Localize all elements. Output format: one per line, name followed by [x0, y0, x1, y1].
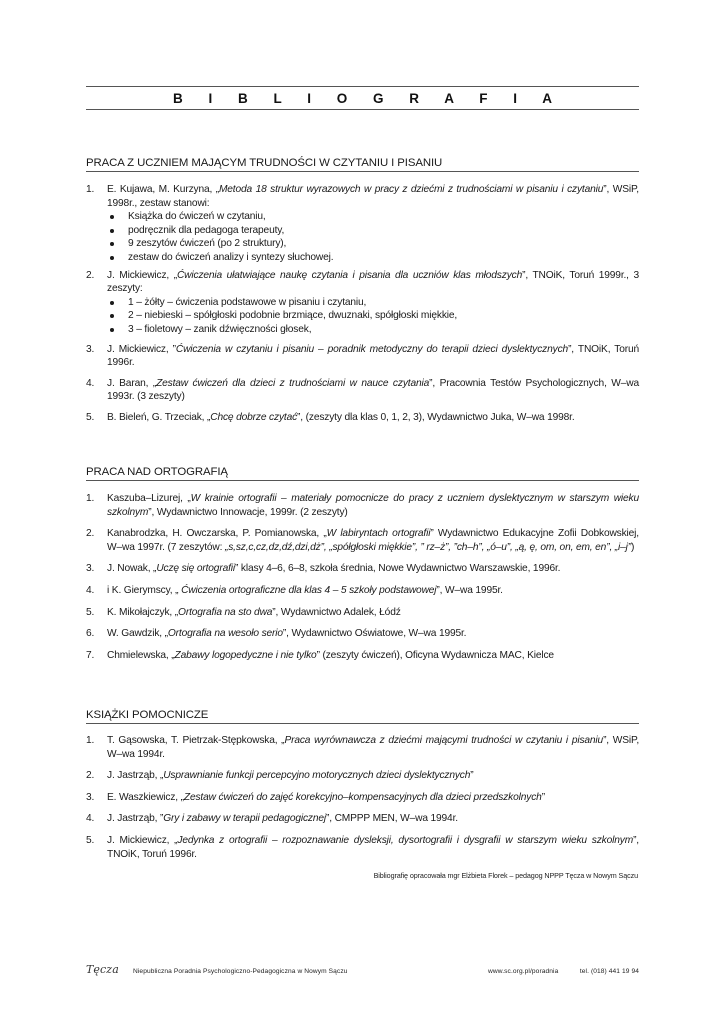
booklet-titles: „s,sz,c,cz,dz,dź,dzi,dż”, „spółgłoski miękkie”, ” rz–ż”, ”ch–h”, „ó–u”, „ą, ę, om, on, em, en”, „i–j”: [224, 541, 632, 553]
section-heading-helper-books: KSIĄŻKI POMOCNICZE: [86, 709, 639, 724]
list-item: 3. J. Mickiewicz, ”Ćwiczenia w czytaniu i pisaniu – poradnik metodyczny do terapii dzieci dyslektycznych”, TNOiK, Toruń 1996r.: [86, 343, 639, 369]
list-item: 1. E. Kujawa, M. Kurzyna, „Metoda 18 struktur wyrazowych w pracy z dziećmi z trudnościami w pisaniu i czytaniu”, WSiP, 1998r., zestaw stanowi: Książka do ćwiczeń w czytaniu, podręcznik dla pedagoga terapeuty, 9 zeszytów ćwiczeń (po 2 struktury), zestaw do ćwiczeń analizy i syntezy słuchowej.: [86, 184, 639, 263]
list-item: 1. T. Gąsowska, T. Pietrzak-Stępkowska, „Praca wyrównawcza z dziećmi mającymi trudności w czytaniu i pisaniu”, WSiP, W–wa 1994r.: [86, 735, 640, 760]
page-title: B I B L I O G R A F I A: [172, 90, 563, 106]
list-item: 5. K. Mikołajczyk, „Ortografia na sto dwa”, Wydawnictwo Adalek, Łódź: [86, 606, 401, 618]
book-title: Zabawy logopedyczne i nie tylko: [174, 649, 317, 661]
list-item: 4. i K. Gierymscy, „ Ćwiczenia ortograficzne dla klas 4 – 5 szkoły podstawowej”, W–wa 1995r.: [86, 584, 503, 596]
page-footer: [86, 963, 639, 980]
book-title: W labiryntach ortografii: [326, 528, 431, 540]
bullet-item: 9 zeszytów ćwiczeń (po 2 struktury),: [107, 237, 639, 251]
title-bar: [86, 86, 639, 110]
bullet-item: 2 – niebieski – spółgłoski podobnie brzmiące, dwuznaki, spółgłoski miękkie,: [107, 309, 639, 323]
footer-phone: tel. (018) 441 19 94: [579, 968, 639, 975]
book-title: Ćwiczenia ortograficzne dla klas 4 – 5 szkoły podstawowej: [181, 584, 437, 596]
book-title: W krainie ortografii – materiały pomocnicze do pracy z uczniem dyslektycznym w starszym wieku szkolnym: [107, 493, 639, 518]
list-item: 3. E. Waszkiewicz, „Zestaw ćwiczeń do zajęć korekcyjno–kompensacyjnych dla dzieci przedszkolnych”: [86, 791, 545, 803]
list-item: 5. J. Mickiewicz, „Jedynka z ortografii – rozpoznawanie dysleksji, dysortografii i dysgrafii w starszym wieku szkolnym”, TNOiK, Toruń 1996r.: [86, 834, 639, 860]
section-heading-reading-writing: PRACA Z UCZNIEM MAJĄCYM TRUDNOŚCI W CZYTANIU I PISANIU: [86, 157, 639, 172]
section-heading-orthography: PRACA NAD ORTOGRAFIĄ: [86, 466, 639, 481]
bibliography-list-orthography: [86, 492, 639, 662]
book-title: Zestaw ćwiczeń do zajęć korekcyjno–kompensacyjnych dla dzieci przedszkolnych: [183, 791, 542, 803]
book-title: Ćwiczenia w czytaniu i pisaniu – poradnik metodyczny do terapii dzieci dyslektycznych: [175, 343, 569, 355]
footer-organization: Niepubliczna Poradnia Psychologiczno-Pedagogiczna w Nowym Sączu: [133, 968, 348, 975]
bibliography-list-reading-writing: [86, 183, 639, 425]
book-title: Gry i zabawy w terapii pedagogicznej: [163, 813, 326, 825]
bullet-item: 3 – fioletowy – zanik dźwięczności głosek,: [107, 323, 639, 337]
bullet-item: Książka do ćwiczeń w czytaniu,: [107, 210, 639, 224]
list-item: 2. Kanabrodzka, H. Owczarska, P. Pomianowska, „W labiryntach ortografii” Wydawnictwo Edukacyjne Zofii Dobkowskiej, W–wa 1997r. (7 zeszytów: „s,sz,c,cz,dz,dź,dzi,dż”, „spółgłoski miękkie”, ” rz–ż”, ”ch–h”, „ó–u”, „ą, ę, om, on, em, en”, „i–j”): [86, 528, 639, 553]
list-item: 2. J. Jastrząb, „Usprawnianie funkcji percepcyjno motorycznych dzieci dyslektycznych”: [86, 770, 474, 782]
bullet-item: podręcznik dla pedagoga terapeuty,: [107, 224, 639, 238]
list-item: 4. J. Jastrząb, ”Gry i zabawy w terapii pedagogicznej”, CMPPP MEN, W–wa 1994r.: [86, 813, 458, 825]
bullet-item: 1 – żółty – ćwiczenia podstawowe w pisaniu i czytaniu,: [107, 296, 639, 310]
list-item: 1. Kaszuba–Lizurej, „W krainie ortografii – materiały pomocnicze do pracy z uczniem dyslektycznym w starszym wieku szkolnym”, Wydawnictwo Innowacje, 1999r. (2 zeszyty): [86, 493, 639, 518]
bibliography-list-helper-books: [86, 734, 639, 861]
list-item: 5. B. Bieleń, G. Trzeciak, „Chcę dobrze czytać”, (zeszyty dla klas 0, 1, 2, 3), Wydawnictwo Juka, W–wa 1998r.: [86, 411, 575, 423]
book-title: Metoda 18 struktur wyrazowych w pracy z dziećmi z trudnościami w pisaniu i czytaniu: [218, 184, 604, 195]
book-title: Ćwiczenia ułatwiające naukę czytania i pisania dla uczniów klas młodszych: [176, 269, 523, 281]
list-item: 2. J. Mickiewicz, „Ćwiczenia ułatwiające naukę czytania i pisania dla uczniów klas młodszych”, TNOiK, Toruń 1999r., 3 zeszyty: 1 – żółty – ćwiczenia podstawowe w pisaniu i czytaniu, 2 – niebieski – spółgłoski podobnie brzmiące, dwuznaki, spółgłoski miękkie, 3 – fioletowy – zanik dźwięczności głosek,: [86, 269, 639, 335]
list-item: 7. Chmielewska, „Zabawy logopedyczne i nie tylko” (zeszyty ćwiczeń), Oficyna Wydawnicza MAC, Kielce: [86, 649, 554, 661]
book-title: Zestaw ćwiczeń dla dzieci z trudnościami w nauce czytania: [156, 377, 430, 389]
book-title: Ortografia na sto dwa: [178, 606, 273, 618]
footer-website[interactable]: www.sc.org.pl/poradnia: [488, 968, 559, 975]
book-title: Usprawnianie funkcji percepcyjno motorycznych dzieci dyslektycznych: [163, 770, 471, 782]
author-credit: Bibliografię opracowała mgr Elżbieta Florek – pedagog NPPP Tęcza w Nowym Sączu: [373, 871, 638, 880]
list-item: 3. J. Nowak, „Uczę się ortografii” klasy 4–6, 6–8, szkoła średnia, Nowe Wydawnictwo Warszawskie, 1996r.: [86, 563, 561, 575]
book-title: Praca wyrównawcza z dziećmi mającymi trudności w czytaniu i pisaniu: [284, 735, 604, 746]
tecza-logo: Tęcza: [86, 963, 119, 976]
list-item: 6. W. Gawdzik, „Ortografia na wesoło serio”, Wydawnictwo Oświatowe, W–wa 1995r.: [86, 628, 467, 640]
bullet-list: [107, 210, 639, 264]
book-title: Uczę się ortografii: [156, 563, 235, 575]
list-item: 4. J. Baran, „Zestaw ćwiczeń dla dzieci z trudnościami w nauce czytania”, Pracownia Testów Psychologicznych, W–wa 1993r. (3 zeszyty): [86, 377, 639, 403]
book-title: Chcę dobrze czytać: [210, 411, 298, 423]
bullet-item: zestaw do ćwiczeń analizy i syntezy słuchowej.: [107, 251, 639, 265]
book-title: Jedynka z ortografii – rozpoznawanie dysleksji, dysortografii i dysgrafii w starszym wieku szkolnym: [177, 834, 634, 846]
book-title: Ortografia na wesoło serio: [167, 628, 283, 640]
bullet-list: [107, 296, 639, 337]
